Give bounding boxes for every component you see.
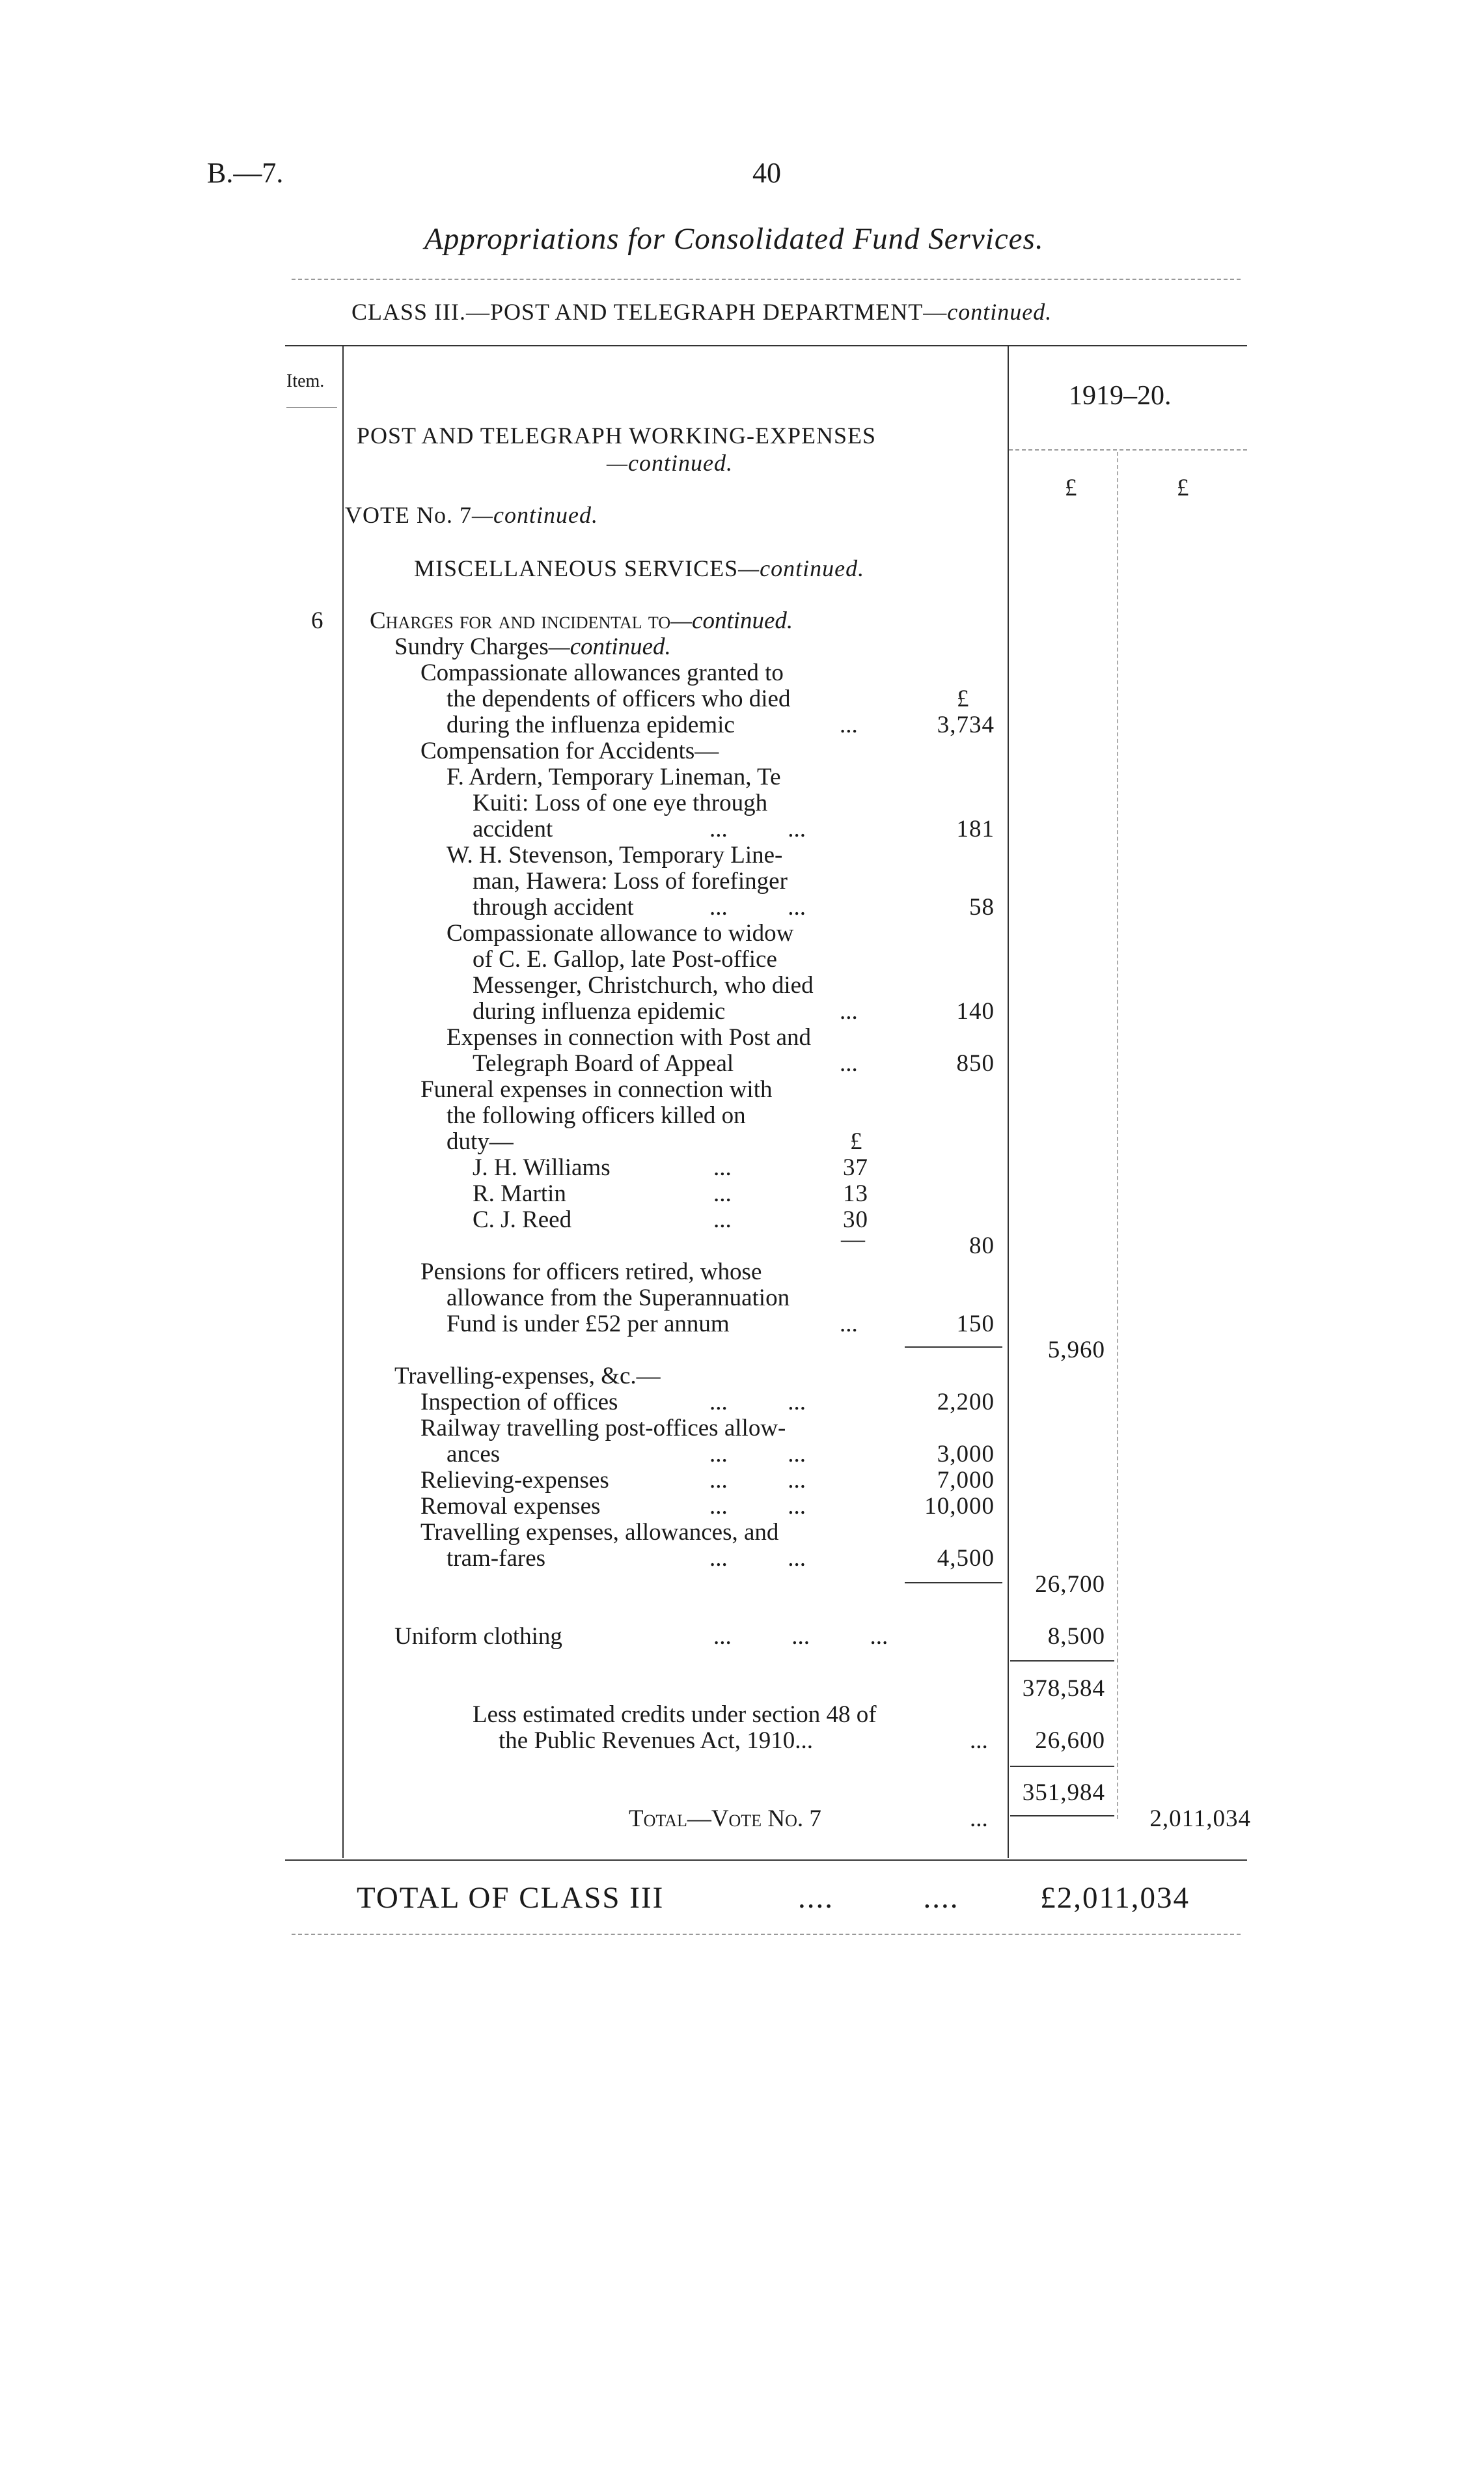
sundry-charges-total: 5,960 — [1047, 1337, 1105, 1363]
gross-total: 378,584 — [1022, 1675, 1105, 1702]
line-text: Messenger, Christchurch, who died — [473, 972, 814, 999]
leader-dots: ... — [970, 1727, 988, 1754]
line-text: F. Ardern, Temporary Lineman, Te — [447, 764, 781, 790]
line-text: Kuiti: Loss of one eye through — [473, 790, 768, 816]
line-text: the following officers killed on — [447, 1102, 746, 1129]
class-heading-continued: continued. — [947, 299, 1052, 325]
travel-subtotal-rule — [905, 1582, 1002, 1583]
item-column-divider — [342, 346, 344, 1858]
title-rule — [292, 279, 1241, 280]
line-text: Expenses in connection with Post and — [447, 1024, 812, 1051]
line-text: Compensation for Accidents— — [420, 738, 719, 764]
line-text: Relieving-expenses — [420, 1467, 609, 1494]
charges-heading-continued: —continued. — [670, 607, 793, 634]
line-text: Pensions for officers retired, whose — [420, 1259, 762, 1285]
pound-sign: £ — [850, 1128, 862, 1155]
line-text: during influenza epidemic — [473, 998, 726, 1025]
line-text: Uniform clothing — [394, 1623, 562, 1650]
table-top-rule — [285, 345, 1247, 346]
vote-total-rule — [1010, 1815, 1114, 1816]
line-text: Removal expenses — [420, 1493, 601, 1520]
sundry-heading-continued: —continued. — [548, 633, 671, 660]
leader-dots: ... ... — [709, 1467, 806, 1494]
subtotal-dash: — — [841, 1226, 865, 1253]
line-text: Travelling expenses, allowances, and — [420, 1519, 779, 1546]
line-text: man, Hawera: Loss of forefinger — [473, 868, 788, 895]
class-heading-main: CLASS III.—POST AND TELEGRAPH DEPARTMENT— — [351, 299, 948, 325]
line-text: of C. E. Gallop, late Post-office — [473, 946, 777, 973]
amount-value: 140 — [956, 998, 995, 1025]
vote-heading-continued: —continued. — [471, 502, 598, 528]
line-text: duty— — [447, 1128, 514, 1155]
leader-dots: ... ... — [709, 1493, 806, 1520]
net-rule — [1010, 1766, 1114, 1767]
amount-column-divider — [1008, 346, 1009, 1858]
officer-amount: 37 — [843, 1154, 868, 1181]
line-text: Railway travelling post-offices allow- — [420, 1415, 786, 1441]
amount-value: 150 — [956, 1311, 995, 1337]
line-text: tram-fares — [447, 1545, 546, 1572]
line-text: allowance from the Superannuation — [447, 1285, 790, 1311]
line-text: Fund is under £52 per annum — [447, 1311, 730, 1337]
leader-dots: ... ... ... — [713, 1623, 888, 1650]
item-column-header: Item. — [286, 371, 325, 391]
line-text: the dependents of officers who died — [447, 686, 791, 712]
amount-value: 10,000 — [924, 1493, 995, 1520]
leader-dots: ... ... — [709, 894, 806, 921]
section-title: POST AND TELEGRAPH WORKING-EXPENSES — [357, 423, 877, 449]
amount-value: 2,200 — [937, 1389, 995, 1415]
line-text: the Public Revenues Act, 1910... — [499, 1727, 813, 1754]
leader-dots: ... ... — [709, 816, 806, 842]
estimated-credits-amount: 26,600 — [1035, 1727, 1105, 1754]
leader-dots: ... — [840, 998, 858, 1025]
leader-dots: ... — [713, 1206, 732, 1233]
line-text: W. H. Stevenson, Temporary Line- — [447, 842, 783, 869]
pound-sign: £ — [957, 686, 969, 712]
table-bottom-rule — [285, 1859, 1247, 1861]
net-total: 351,984 — [1022, 1779, 1105, 1806]
sundry-heading-main: Sundry Charges — [394, 633, 549, 660]
line-text: Inspection of offices — [420, 1389, 618, 1415]
charges-heading — [370, 607, 793, 635]
vote-total-label: Total—Vote No. 7 — [629, 1805, 821, 1832]
pound-sign-col1: £ — [1065, 475, 1077, 501]
misc-heading-main: MISCELLANEOUS SERVICES — [414, 555, 739, 581]
page-number: 40 — [752, 157, 781, 189]
amount-value: 58 — [969, 894, 995, 921]
leader-dots: ... — [713, 1154, 732, 1181]
gross-rule — [1010, 1660, 1114, 1662]
class-total-amount: £2,011,034 — [1040, 1881, 1190, 1915]
section-title-continued: —continued. — [607, 450, 733, 476]
amount-value: 7,000 — [937, 1467, 995, 1494]
year-subcolumn-divider — [1117, 452, 1118, 1819]
document-reference: B.—7. — [207, 157, 284, 189]
line-text: Less estimated credits under section 48 of — [473, 1701, 877, 1728]
leader-dots: ... — [840, 1050, 858, 1077]
leader-dots: ... — [970, 1805, 988, 1832]
uniform-clothing-amount: 8,500 — [1047, 1623, 1105, 1650]
leader-dots: ... ... — [709, 1441, 806, 1468]
pound-sign-col2: £ — [1177, 475, 1189, 501]
class-total-label: TOTAL OF CLASS III — [357, 1881, 665, 1915]
amount-value: 3,000 — [937, 1441, 995, 1468]
page-title: Appropriations for Consolidated Fund Services. — [424, 222, 1044, 256]
sundry-subtotal-rule — [905, 1346, 1002, 1348]
class-heading — [351, 298, 1052, 326]
line-text: Funeral expenses in connection with — [420, 1076, 773, 1103]
amount-value: 181 — [956, 816, 995, 842]
leader-dots: ... — [713, 1180, 732, 1207]
officer-amount: 13 — [843, 1180, 868, 1207]
miscellaneous-heading — [414, 555, 864, 582]
closing-rule — [292, 1934, 1241, 1935]
leader-dots: ... ... — [709, 1545, 806, 1572]
line-text: Telegraph Board of Appeal — [473, 1050, 734, 1077]
item-number: 6 — [311, 607, 323, 634]
officer-amount: 30 — [843, 1206, 868, 1233]
vote-heading — [345, 501, 598, 529]
charges-heading-main: Charges for and incidental to — [370, 607, 671, 634]
amount-value: 3,734 — [937, 712, 995, 738]
line-text: Travelling-expenses, &c.— — [394, 1363, 661, 1389]
year-column-header: 1919–20. — [1069, 381, 1172, 411]
sundry-charges-heading — [394, 633, 671, 661]
line-text: ances — [447, 1441, 501, 1468]
line-text: Compassionate allowance to widow — [447, 920, 794, 947]
leader-dots: .... .... — [798, 1881, 959, 1915]
leader-dots: ... — [840, 712, 858, 738]
leader-dots: ... ... — [709, 1389, 806, 1415]
travelling-expenses-total: 26,700 — [1035, 1571, 1105, 1598]
line-text: through accident — [473, 894, 634, 921]
item-header-rule — [286, 407, 337, 408]
year-header-rule — [1009, 449, 1247, 451]
leader-dots: ... — [840, 1311, 858, 1337]
amount-value: 4,500 — [937, 1545, 995, 1572]
line-text: accident — [473, 816, 553, 842]
vote-heading-main: VOTE No. 7 — [345, 502, 472, 528]
officer-name: R. Martin — [473, 1180, 566, 1207]
officer-name: C. J. Reed — [473, 1206, 572, 1233]
amount-value: 850 — [956, 1050, 995, 1077]
line-text: Compassionate allowances granted to — [420, 660, 784, 686]
amount-value: 80 — [969, 1232, 995, 1259]
vote-total-amount: 2,011,034 — [1149, 1805, 1251, 1832]
officer-name: J. H. Williams — [473, 1154, 611, 1181]
misc-heading-continued: —continued. — [738, 555, 865, 581]
line-text: during the influenza epidemic — [447, 712, 735, 738]
